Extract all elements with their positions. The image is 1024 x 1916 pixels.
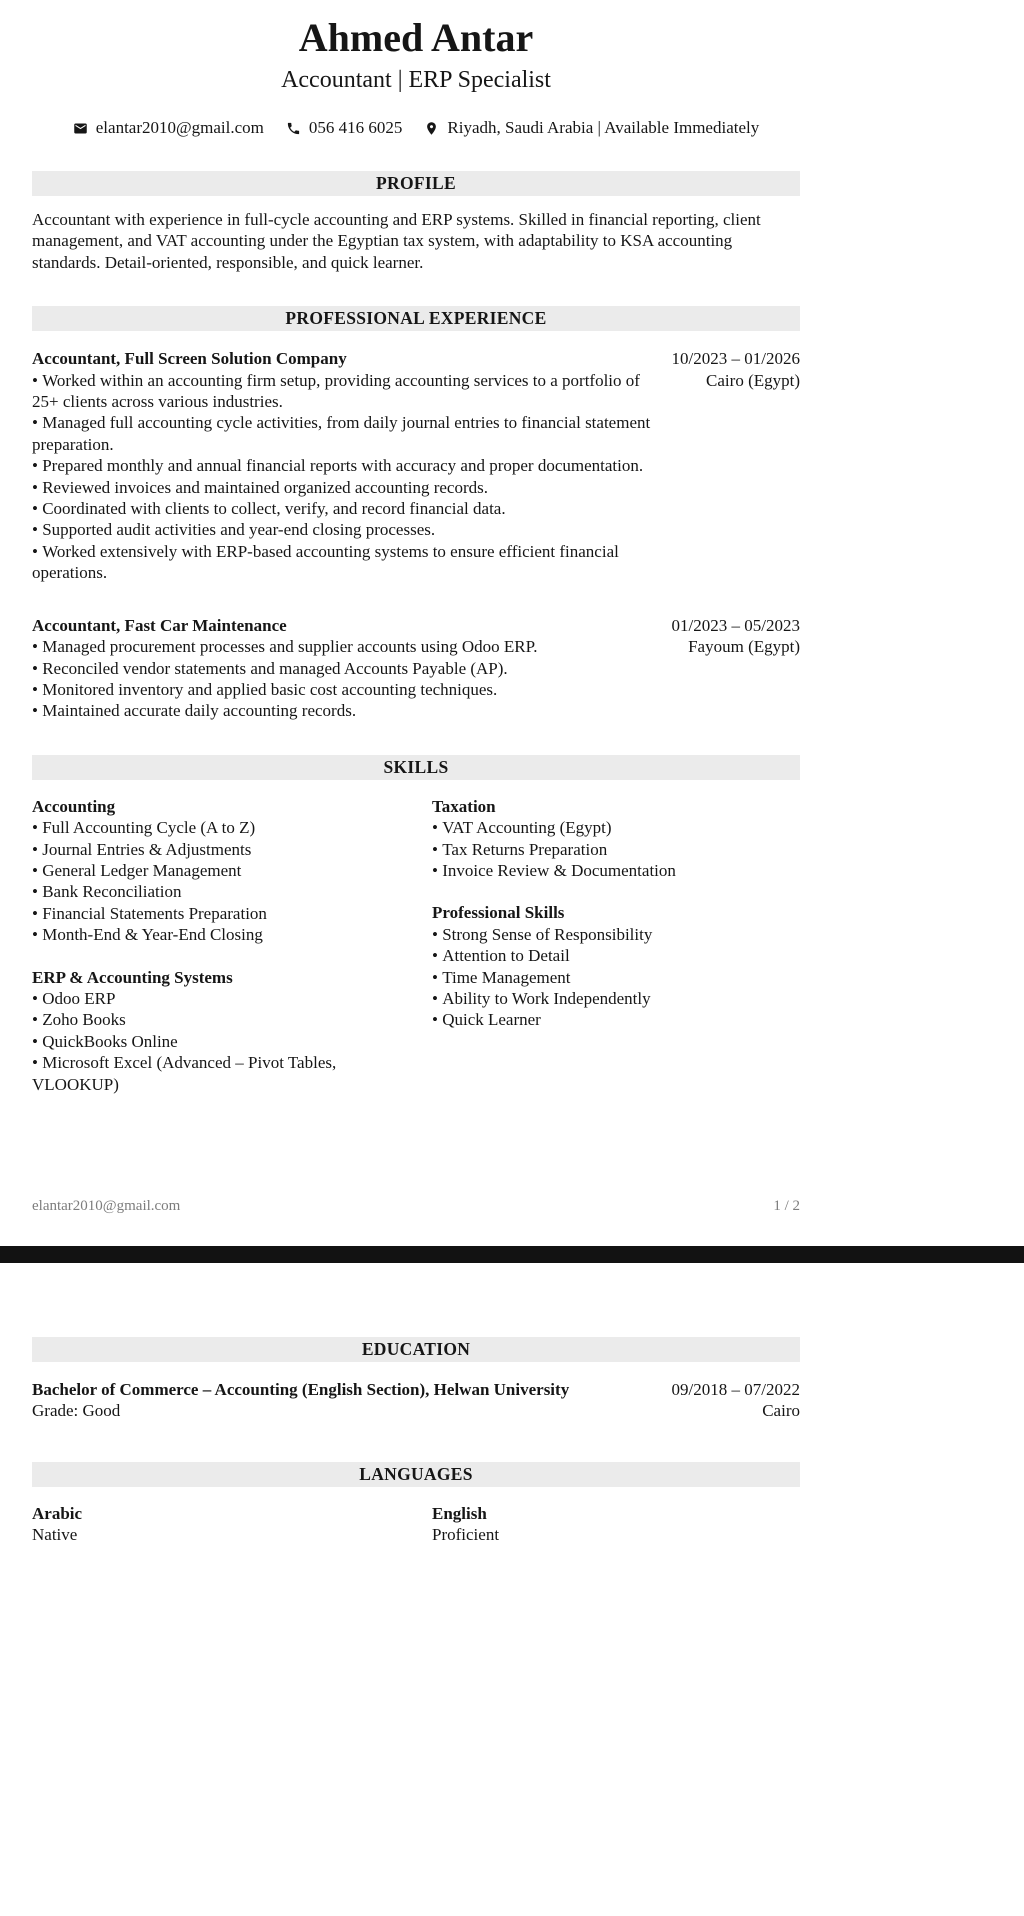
job-location: Fayoum (Egypt) (688, 637, 800, 657)
profile-text: Accountant with experience in full-cycle accounting and ERP systems. Skilled in financial reporting, client management, and VAT accounting under the Egyptian tax system, with adaptability to KSA accounting standards. Detail-oriented, responsible, and quick learner. (32, 210, 761, 272)
skill-group-title: Taxation (432, 796, 496, 816)
person-headline: Accountant | ERP Specialist (281, 67, 551, 93)
skill-group-professional (432, 902, 792, 1030)
contact-phone (286, 118, 403, 138)
experience-entry-2 (32, 615, 800, 722)
skill-item: • Strong Sense of Responsibility (432, 924, 792, 945)
phone-icon (286, 121, 301, 136)
section-header-profile-label: PROFILE (376, 173, 456, 193)
job-bullet: • Worked extensively with ERP-based accounting systems to ensure efficient financial operations. (32, 541, 652, 584)
job-bullet: • Worked within an accounting firm setup, providing accounting services to a portfolio of 25+ clients across various industries. (32, 370, 652, 413)
location-pin-icon (424, 121, 439, 136)
section-header-skills-label: SKILLS (383, 756, 449, 777)
skill-item: • VAT Accounting (Egypt) (432, 817, 792, 838)
skills-columns (32, 796, 800, 1095)
skill-item: • QuickBooks Online (32, 1031, 392, 1052)
skill-group-title: Professional Skills (432, 903, 565, 923)
skill-item: • General Ledger Management (32, 860, 392, 881)
education-location: Cairo (762, 1401, 800, 1421)
contact-row (32, 118, 800, 138)
skill-item: • Attention to Detail (432, 945, 792, 966)
skill-item: • Odoo ERP (32, 988, 392, 1009)
footer-email: elantar2010@gmail.com (32, 1198, 181, 1214)
experience-entry-2-meta (652, 615, 800, 722)
skills-column-left (32, 796, 432, 1095)
experience-entry-1 (32, 348, 800, 583)
skill-item: • Time Management (432, 967, 792, 988)
education-entry-meta (652, 1379, 800, 1422)
skill-item: • Financial Statements Preparation (32, 903, 392, 924)
person-name: Ahmed Antar (298, 15, 534, 60)
skills-column-right (432, 796, 832, 1095)
job-bullet: • Supported audit activities and year-end closing processes. (32, 519, 652, 540)
skill-item: • Full Accounting Cycle (A to Z) (32, 817, 392, 838)
experience-entry-2-main (32, 615, 652, 722)
section-header-education (32, 1337, 800, 1362)
language-level: Proficient (432, 1525, 500, 1545)
skill-item: • Tax Returns Preparation (432, 839, 792, 860)
language-name: English (432, 1503, 487, 1523)
education-dates: 09/2018 – 07/2022 (671, 1380, 800, 1399)
job-title: Accountant, Fast Car Maintenance (32, 615, 287, 635)
page-separator (0, 1246, 1024, 1263)
job-bullet: • Monitored inventory and applied basic cost accounting techniques. (32, 679, 652, 700)
skill-item: • Journal Entries & Adjustments (32, 839, 392, 860)
skill-group-taxation (432, 796, 792, 882)
section-header-experience (32, 306, 800, 331)
job-bullet: • Maintained accurate daily accounting records. (32, 700, 652, 721)
skill-item: • Invoice Review & Documentation (432, 860, 792, 881)
job-bullet: • Managed full accounting cycle activities, from daily journal entries to financial statement preparation. (32, 412, 652, 455)
skill-group-erp-systems (32, 967, 392, 1095)
skill-group-title: Accounting (32, 796, 116, 816)
section-header-experience-label: PROFESSIONAL EXPERIENCE (285, 308, 547, 329)
job-bullet: • Reviewed invoices and maintained organized accounting records. (32, 477, 652, 498)
experience-entry-1-meta (652, 348, 800, 583)
job-location: Cairo (Egypt) (706, 370, 800, 390)
section-header-languages-label: LANGUAGES (359, 1463, 473, 1484)
contact-email (73, 118, 264, 138)
skill-item: • Quick Learner (432, 1009, 792, 1030)
contact-phone-text: 056 416 6025 (308, 118, 403, 137)
job-title: Accountant, Full Screen Solution Company (32, 349, 347, 369)
footer-page-number: 1 / 2 (773, 1198, 800, 1214)
experience-entry-1-main (32, 348, 652, 583)
language-item-english (432, 1503, 832, 1546)
skill-item: • Zoho Books (32, 1009, 392, 1030)
resume-page-2 (0, 1263, 1024, 1916)
section-header-skills (32, 755, 800, 780)
language-level: Native (32, 1525, 78, 1545)
email-icon (73, 121, 88, 136)
job-bullet: • Prepared monthly and annual financial reports with accuracy and proper documentation. (32, 455, 652, 476)
job-bullet: • Reconciled vendor statements and managed Accounts Payable (AP). (32, 658, 652, 679)
languages-columns (32, 1503, 800, 1546)
section-header-languages (32, 1462, 800, 1487)
education-entry (32, 1379, 800, 1422)
page-footer (32, 1198, 800, 1215)
page-2-content (32, 1263, 800, 1546)
education-grade: Grade: Good (32, 1401, 121, 1421)
skill-item: • Microsoft Excel (Advanced – Pivot Tables, VLOOKUP) (32, 1052, 392, 1095)
contact-location (424, 118, 759, 138)
section-header-profile (32, 171, 800, 196)
skill-group-title: ERP & Accounting Systems (32, 967, 233, 987)
job-bullet: • Managed procurement processes and supplier accounts using Odoo ERP. (32, 636, 652, 657)
language-name: Arabic (32, 1503, 83, 1523)
page-1-content (32, 0, 800, 1095)
job-bullet: • Coordinated with clients to collect, verify, and record financial data. (32, 498, 652, 519)
section-header-education-label: EDUCATION (361, 1339, 471, 1359)
language-item-arabic (32, 1503, 432, 1546)
contact-email-text: elantar2010@gmail.com (95, 118, 264, 137)
skill-item: • Month-End & Year-End Closing (32, 924, 392, 945)
education-entry-main (32, 1379, 652, 1422)
skill-group-accounting (32, 796, 392, 946)
education-title: Bachelor of Commerce – Accounting (English Section), Helwan University (32, 1380, 570, 1399)
skill-item: • Bank Reconciliation (32, 881, 392, 902)
job-dates: 10/2023 – 01/2026 (671, 349, 800, 369)
contact-location-text: Riyadh, Saudi Arabia | Available Immediately (447, 118, 760, 137)
job-dates: 01/2023 – 05/2023 (671, 615, 800, 635)
skill-item: • Ability to Work Independently (432, 988, 792, 1009)
